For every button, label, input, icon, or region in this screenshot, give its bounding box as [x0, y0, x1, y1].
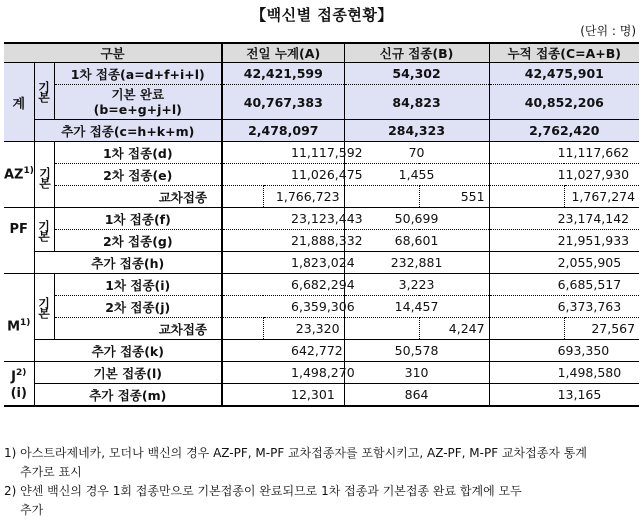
table-header-row	[4, 43, 639, 63]
j-group-label	[4, 362, 34, 407]
j-booster-prev: 12,301	[222, 384, 344, 407]
pf-basic-label: 기본	[34, 208, 54, 252]
total-first-new: 54,302	[344, 63, 489, 85]
pf-first-new: 50,699	[344, 208, 489, 230]
pf-first-prev: 23,123,443	[222, 208, 344, 230]
pf-booster-label: 추가 접종(h)	[34, 252, 222, 274]
m-first-cum: 6,685,517	[489, 274, 639, 296]
total-booster-prev: 2,478,097	[222, 120, 344, 142]
j-booster-row	[4, 384, 639, 407]
pf-booster-row	[4, 252, 639, 274]
total-booster-new: 284,323	[344, 120, 489, 142]
m-second-prev: 6,359,306	[222, 296, 344, 318]
m-booster-cum: 693,350	[489, 340, 639, 362]
j-basic-prev: 1,498,270	[222, 362, 344, 384]
pf-second-row	[4, 230, 639, 252]
m-booster-prev: 642,772	[222, 340, 344, 362]
j-booster-new: 864	[344, 384, 489, 407]
az-second-cum: 11,027,930	[489, 164, 639, 186]
az-footnote-ref: 1)	[23, 166, 34, 177]
total-first-label: 1차 접종(a=d+f+i+l)	[54, 63, 222, 85]
pf-first-row	[4, 208, 639, 230]
total-complete-label-line1: 기본 완료	[111, 87, 165, 102]
az-basic-label: 기본	[34, 142, 54, 208]
total-complete-new: 84,823	[344, 85, 489, 120]
j-sub: (i)	[10, 385, 27, 401]
az-name: AZ	[4, 167, 24, 183]
az-first-prev: 11,117,592	[222, 142, 344, 164]
m-first-label: 1차 접종(i)	[54, 274, 222, 296]
j-name: J	[11, 369, 16, 385]
m-group-label	[4, 274, 34, 362]
m-booster-row	[4, 340, 639, 362]
az-first-row	[4, 142, 639, 164]
m-booster-new: 50,578	[344, 340, 489, 362]
total-booster-row	[4, 120, 639, 142]
total-first-cum: 42,475,901	[489, 63, 639, 85]
az-first-cum: 11,117,662	[489, 142, 639, 164]
footnote-1	[4, 444, 640, 482]
pf-group-label: PF	[9, 222, 28, 238]
total-basic-label: 기본	[34, 63, 54, 120]
unit-label: (단위 : 명)	[580, 24, 636, 38]
total-complete-label	[54, 85, 222, 120]
m-second-row	[4, 296, 639, 318]
pf-second-prev: 21,888,332	[222, 230, 344, 252]
pf-booster-cum: 2,055,905	[489, 252, 639, 274]
header-prev: 전일 누계(A)	[222, 43, 344, 63]
m-second-label: 2차 접종(j)	[54, 296, 222, 318]
total-complete-cum: 40,852,206	[489, 85, 639, 120]
footnote-2	[4, 482, 640, 520]
pf-second-new: 68,601	[344, 230, 489, 252]
pf-second-cum: 21,951,933	[489, 230, 639, 252]
m-cross-prev: 23,320	[263, 318, 344, 340]
footnotes	[4, 444, 640, 520]
az-first-new: 70	[344, 142, 489, 164]
m-name: M	[7, 319, 21, 335]
j-basic-label: 기본 접종(l)	[34, 362, 222, 384]
total-complete-label-line2: (b=e+g+j+l)	[93, 102, 182, 117]
j-basic-row	[4, 362, 639, 384]
total-complete-row	[4, 85, 639, 120]
j-booster-cum: 13,165	[489, 384, 639, 407]
j-footnote-ref: 2)	[15, 368, 27, 379]
footnote-2-line1: 2) 얀센 백신의 경우 1회 접종만으로 기본접종이 완료되므로 1차 접종과 기본접종 완료 합계에 모두	[4, 484, 522, 498]
header-cumulative: 누적 접종(C=A+B)	[489, 43, 639, 63]
m-first-prev: 6,682,294	[222, 274, 344, 296]
footnote-1-line2: 추가로 표시	[20, 465, 82, 479]
az-second-new: 1,455	[344, 164, 489, 186]
pf-booster-prev: 1,823,024	[222, 252, 344, 274]
j-booster-label: 추가 접종(m)	[34, 384, 222, 407]
az-cross-cum: 1,767,274	[564, 186, 639, 208]
j-basic-cum: 1,498,580	[489, 362, 639, 384]
j-basic-new: 310	[344, 362, 489, 384]
m-cross-row	[4, 318, 639, 340]
pf-second-label: 2차 접종(g)	[54, 230, 222, 252]
total-booster-cum: 2,762,420	[489, 120, 639, 142]
az-group-label	[4, 142, 34, 208]
m-cross-label: 교차접종	[54, 318, 222, 340]
m-first-new: 3,223	[344, 274, 489, 296]
az-second-label: 2차 접종(e)	[54, 164, 222, 186]
total-booster-label: 추가 접종(c=h+k+m)	[34, 120, 222, 142]
footnote-1-line1: 1) 아스트라제네카, 모더나 백신의 경우 AZ-PF, M-PF 교차접종자를 포함시키고, AZ-PF, M-PF 교차접종자 통계	[4, 446, 587, 460]
total-group-label: 계	[4, 63, 34, 142]
az-cross-prev: 1,766,723	[263, 186, 344, 208]
m-cross-new: 4,247	[419, 318, 489, 340]
az-cross-row	[4, 186, 639, 208]
page-title: 【백신별 접종현황】	[251, 6, 393, 24]
az-cross-new: 551	[419, 186, 489, 208]
footnote-2-line2: 추가	[20, 503, 44, 517]
m-booster-label: 추가 접종(k)	[34, 340, 222, 362]
vaccination-table	[4, 42, 639, 407]
pf-first-cum: 23,174,142	[489, 208, 639, 230]
az-cross-label: 교차접종	[54, 186, 222, 208]
m-second-new: 14,457	[344, 296, 489, 318]
total-first-prev: 42,421,599	[222, 63, 344, 85]
m-second-cum: 6,373,763	[489, 296, 639, 318]
total-first-row	[4, 63, 639, 85]
m-footnote-ref: 1)	[20, 318, 31, 329]
m-cross-cum: 27,567	[564, 318, 639, 340]
header-category: 구분	[4, 43, 222, 63]
az-second-row	[4, 164, 639, 186]
pf-first-label: 1차 접종(f)	[54, 208, 222, 230]
total-complete-prev: 40,767,383	[222, 85, 344, 120]
header-new: 신규 접종(B)	[344, 43, 489, 63]
m-basic-label: 기본	[34, 274, 54, 340]
az-first-label: 1차 접종(d)	[54, 142, 222, 164]
az-second-prev: 11,026,475	[222, 164, 344, 186]
pf-booster-new: 232,881	[344, 252, 489, 274]
m-first-row	[4, 274, 639, 296]
